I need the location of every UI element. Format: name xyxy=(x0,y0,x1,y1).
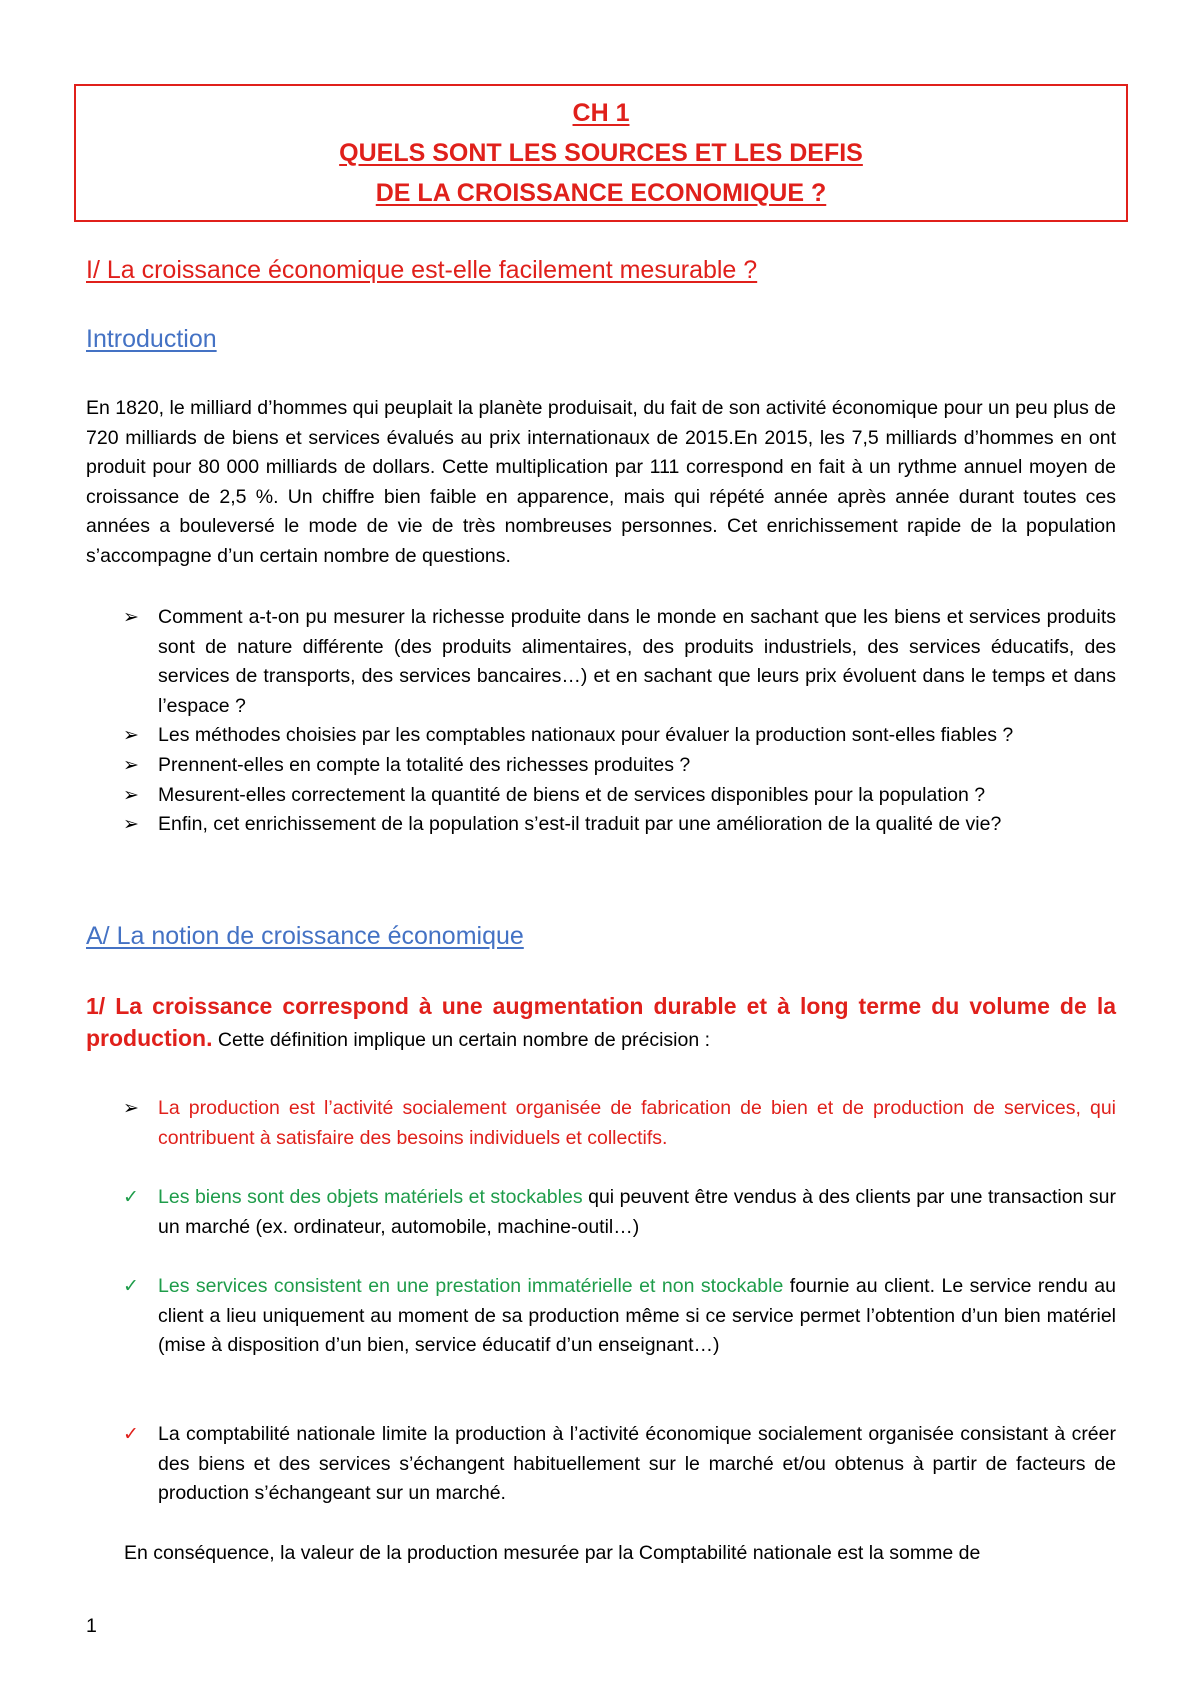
chapter-number: CH 1 xyxy=(572,99,630,127)
list-item xyxy=(86,751,1116,781)
services-definition-list xyxy=(86,1272,1116,1361)
introduction-heading: Introduction xyxy=(86,325,217,353)
subsection-1-heading xyxy=(86,990,1116,1056)
section-a-heading: A/ La notion de croissance économique xyxy=(86,922,524,950)
list-item xyxy=(86,781,1116,811)
list-item xyxy=(86,810,1116,840)
arrow-bullet-icon: ➢ xyxy=(123,725,139,747)
services-definition-text: fournie au client. Le service rendu au client a lieu uniquement au moment de sa production même si ce service permet l’obtention d’un bien matériel (mise à disposition d’un bien, service éducatif d’un enseignant…) xyxy=(158,1275,1116,1357)
check-icon: ✓ xyxy=(123,1276,139,1297)
production-definition-list xyxy=(86,1094,1116,1153)
arrow-bullet-icon: ➢ xyxy=(123,1098,139,1119)
question-text: Mesurent-elles correctement la quantité de biens et de services disponibles pour la population ? xyxy=(158,783,986,806)
list-item xyxy=(86,1420,1116,1509)
section-1-heading: I/ La croissance économique est-elle facilement mesurable ? xyxy=(86,256,758,284)
arrow-bullet-icon: ➢ xyxy=(123,784,139,806)
arrow-bullet-icon: ➢ xyxy=(123,754,139,776)
arrow-bullet-icon: ➢ xyxy=(123,607,139,628)
arrow-bullet-icon: ➢ xyxy=(123,814,139,836)
question-text: Prennent-elles en compte la totalité des richesses produites ? xyxy=(158,753,691,776)
biens-definition-list xyxy=(86,1183,1116,1242)
chapter-title-line-2: DE LA CROISSANCE ECONOMIQUE ? xyxy=(375,179,827,207)
subsection-1-title: 1/ La croissance correspond à une augmentation durable et à long terme du volume de la production. xyxy=(86,993,1116,1051)
subsection-1-note: Cette définition implique un certain nombre de précision : xyxy=(212,1029,711,1051)
list-item xyxy=(86,1094,1116,1153)
list-item xyxy=(86,1272,1116,1361)
services-definition-highlight: Les services consistent en une prestation immatérielle et non stockable xyxy=(158,1275,784,1297)
page-number: 1 xyxy=(86,1615,97,1637)
question-text: Comment a-t-on pu mesurer la richesse produite dans le monde en sachant que les biens et services produits sont de nature différente (des produits alimentaires, des produits industriels, des services éducatifs, des services de transports, des services bancaires…) et en sachant que leurs prix évoluent dans le temps et dans l’espace ? xyxy=(158,606,1116,717)
chapter-title-box xyxy=(74,84,1128,222)
comptabilite-definition: La comptabilité nationale limite la production à l’activité économique socialement organisée consistant à créer des biens et des services s’échangent habituellement sur le marché et/ou obtenus à partir de facteurs de production s’échangeant sur un marché. xyxy=(158,1423,1116,1505)
list-item xyxy=(86,721,1116,751)
consequence-paragraph: En conséquence, la valeur de la production mesurée par la Comptabilité nationale est la somme de xyxy=(124,1542,981,1564)
chapter-title-line-1: QUELS SONT LES SOURCES ET LES DEFIS xyxy=(339,139,863,167)
question-text: Enfin, cet enrichissement de la population s’est-il traduit par une amélioration de la qualité de vie? xyxy=(158,813,1002,836)
questions-list xyxy=(86,603,1116,840)
production-definition: La production est l’activité socialement organisée de fabrication de bien et de production de services, qui contribuent à satisfaire des besoins individuels et collectifs. xyxy=(158,1097,1116,1149)
check-icon: ✓ xyxy=(123,1187,139,1208)
check-icon: ✓ xyxy=(123,1424,139,1445)
list-item xyxy=(86,603,1116,721)
question-text: Les méthodes choisies par les comptables nationaux pour évaluer la production sont-elles fiables ? xyxy=(158,724,1014,747)
biens-definition-highlight: Les biens sont des objets matériels et stockables xyxy=(158,1186,583,1208)
introduction-paragraph: En 1820, le milliard d’hommes qui peuplait la planète produisait, du fait de son activité économique pour un peu plus de 720 milliards de biens et services évalués au prix internationaux de 2015.En 2015, les 7,5 milliards d’hommes en ont produit pour 80 000 milliards de dollars. Cette multiplication par 111 correspond en fait à un rythme annuel moyen de croissance de 2,5 %. Un chiffre bien faible en apparence, mais qui répété année après année durant toutes ces années a bouleversé le mode de vie de très nombreuses personnes. Cet enrichissement rapide de la population s’accompagne d’un certain nombre de questions. xyxy=(86,397,1116,567)
comptabilite-definition-list xyxy=(86,1420,1116,1509)
biens-definition-text: qui peuvent être vendus à des clients par une transaction sur un marché (ex. ordinateur, automobile, machine-outil…) xyxy=(158,1186,1117,1238)
list-item xyxy=(86,1183,1116,1242)
